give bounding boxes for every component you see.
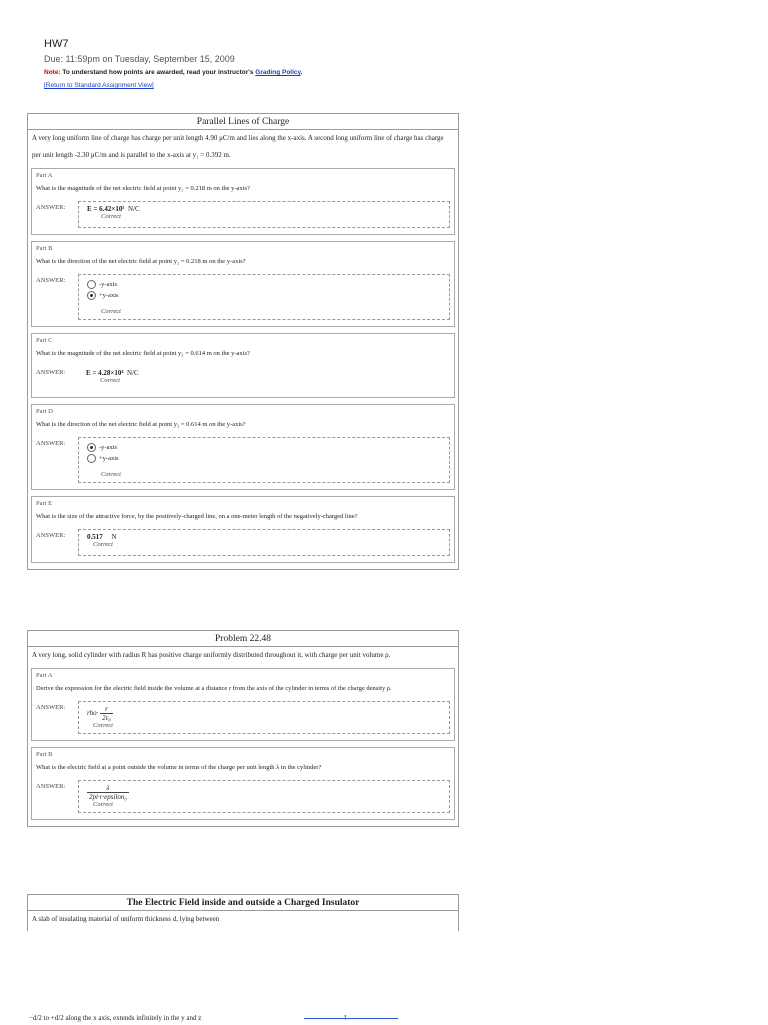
- problem-title: Parallel Lines of Charge: [28, 114, 458, 130]
- answer-fraction: [100, 705, 113, 722]
- radio-button-selected[interactable]: [87, 443, 96, 452]
- answer-unit: N/C: [127, 369, 139, 377]
- fraction-denominator: 2ε₀: [102, 714, 111, 722]
- part-label: Part B: [36, 751, 53, 758]
- answer-row: [36, 201, 450, 228]
- correct-status: Correct: [101, 471, 121, 478]
- answer-fraction: [87, 784, 129, 801]
- question-text: What is the direction of the net electric field at point y₃ = 0.614 m on the y-axis?: [36, 421, 246, 428]
- answer-box: [78, 201, 450, 228]
- correct-status: Correct: [100, 377, 120, 384]
- option-label: +y-axis: [99, 292, 119, 299]
- question-text: Derive the expression for the electric field inside the volume at a distance r from the axis of the cylinder in terms of the charge density ρ.: [36, 685, 392, 692]
- answer-row: [36, 780, 450, 813]
- question-text: What is the size of the attractive force, by the positively-charged line, on a one-meter length of the negatively-charged line?: [36, 513, 358, 520]
- question-text: What is the electric field at a point outside the volume in terms of the charge per unit length λ in the cylinder?: [36, 764, 322, 771]
- part-label: Part A: [36, 672, 53, 679]
- option-row[interactable]: [87, 454, 441, 463]
- part-label: Part E: [36, 500, 53, 507]
- radio-button[interactable]: [87, 280, 96, 289]
- answer-label: ANSWER:: [36, 704, 66, 711]
- problem-intro: A very long, solid cylinder with radius R has positive charge uniformly distributed throughout it, with charge per unit volume ρ.: [32, 651, 391, 659]
- correct-status: Correct: [101, 308, 121, 315]
- assignment-header: [44, 38, 464, 89]
- part-d: [31, 404, 455, 490]
- grading-policy-link[interactable]: Grading Policy: [255, 69, 301, 76]
- note-suffix: .: [300, 69, 303, 76]
- return-link-row: [44, 82, 464, 89]
- grading-note: [44, 69, 464, 76]
- problem-intro: A very long uniform line of charge has charge per unit length 4.90 μC/m and lies along the x-axis. A second long uniform line of charge has charge per unit length -2.30 μC/m and is parallel to the x-axis at y₁ = 0.392 m.: [32, 134, 444, 159]
- answer-label: ANSWER:: [36, 440, 66, 447]
- question-text: What is the magnitude of the net electric field at point y₃ = 0.614 m on the y-axis?: [36, 350, 250, 357]
- option-row[interactable]: [87, 280, 441, 289]
- correct-status: Correct: [93, 722, 113, 729]
- problem-parallel-lines: [27, 113, 459, 570]
- answer-row: [36, 274, 450, 320]
- part-label: Part A: [36, 172, 53, 179]
- answer-row: [36, 529, 450, 556]
- continued-text: −d/2 to +d/2 along the x axis, extends infinitely in the y and z: [29, 1014, 202, 1022]
- option-row[interactable]: [87, 291, 441, 300]
- answer-value: E = 4.28×10⁴: [86, 369, 124, 377]
- correct-status: Correct: [93, 801, 113, 808]
- answer-label: ANSWER:: [36, 204, 66, 211]
- radio-button[interactable]: [87, 454, 96, 463]
- answer-prefix: rho·: [87, 709, 99, 718]
- correct-status: Correct: [101, 213, 121, 220]
- part-label: Part C: [36, 337, 53, 344]
- answer-unit: N: [111, 533, 117, 541]
- correct-status: Correct: [93, 541, 113, 548]
- answer-box: [78, 437, 450, 483]
- answer-row: [36, 437, 450, 483]
- answer-row: [36, 701, 450, 734]
- part-e: [31, 496, 455, 563]
- answer-label: ANSWER:: [36, 783, 66, 790]
- part-a: [31, 668, 455, 741]
- option-label: +y-axis: [99, 455, 119, 462]
- problem-title: The Electric Field inside and outside a Charged Insulator: [28, 895, 458, 911]
- option-label: -y-axis: [99, 444, 118, 451]
- part-b: [31, 747, 455, 820]
- answer-box: [78, 529, 450, 556]
- return-standard-view-link[interactable]: [Return to Standard Assignment View]: [44, 82, 154, 89]
- radio-button-selected[interactable]: [87, 291, 96, 300]
- answer-row: [36, 366, 450, 391]
- note-text: To understand how points are awarded, read your instructor's: [60, 69, 256, 76]
- answer-box: [78, 780, 450, 813]
- option-label: -y-axis: [99, 281, 118, 288]
- part-label: Part D: [36, 408, 53, 415]
- fraction-numerator: λ: [87, 784, 129, 793]
- answer-box: [78, 274, 450, 320]
- problem-22-48: [27, 630, 459, 827]
- part-a: [31, 168, 455, 235]
- fraction-denominator: 2pi·r·epsilon₀: [89, 793, 127, 801]
- up-arrow-icon: ↑: [343, 1012, 348, 1022]
- due-date: Due: 11:59pm on Tuesday, September 15, 2009: [44, 54, 235, 64]
- problem-intro: A slab of insulating material of uniform thickness d, lying between: [32, 915, 220, 923]
- answer-label: ANSWER:: [36, 369, 66, 376]
- answer-label: ANSWER:: [36, 277, 66, 284]
- option-row[interactable]: [87, 443, 441, 452]
- question-text: What is the magnitude of the net electric field at point y₂ = 0.218 m on the y-axis?: [36, 185, 250, 192]
- part-label: Part B: [36, 245, 53, 252]
- part-c: [31, 333, 455, 398]
- answer-box: [78, 366, 450, 391]
- answer-unit: N/C: [128, 205, 140, 213]
- note-prefix: Note:: [44, 69, 61, 76]
- problem-charged-insulator: [27, 894, 459, 931]
- part-b: [31, 241, 455, 327]
- answer-value: E = 6.42×10⁵: [87, 205, 125, 213]
- question-text: What is the direction of the net electric field at point y₂ = 0.218 m on the y-axis?: [36, 258, 246, 265]
- fraction-numerator: r: [100, 705, 113, 714]
- problem-title: Problem 22.48: [28, 631, 458, 647]
- assignment-title: HW7: [44, 38, 69, 50]
- answer-label: ANSWER:: [36, 532, 66, 539]
- answer-value: 0.517: [87, 533, 103, 541]
- answer-box: [78, 701, 450, 734]
